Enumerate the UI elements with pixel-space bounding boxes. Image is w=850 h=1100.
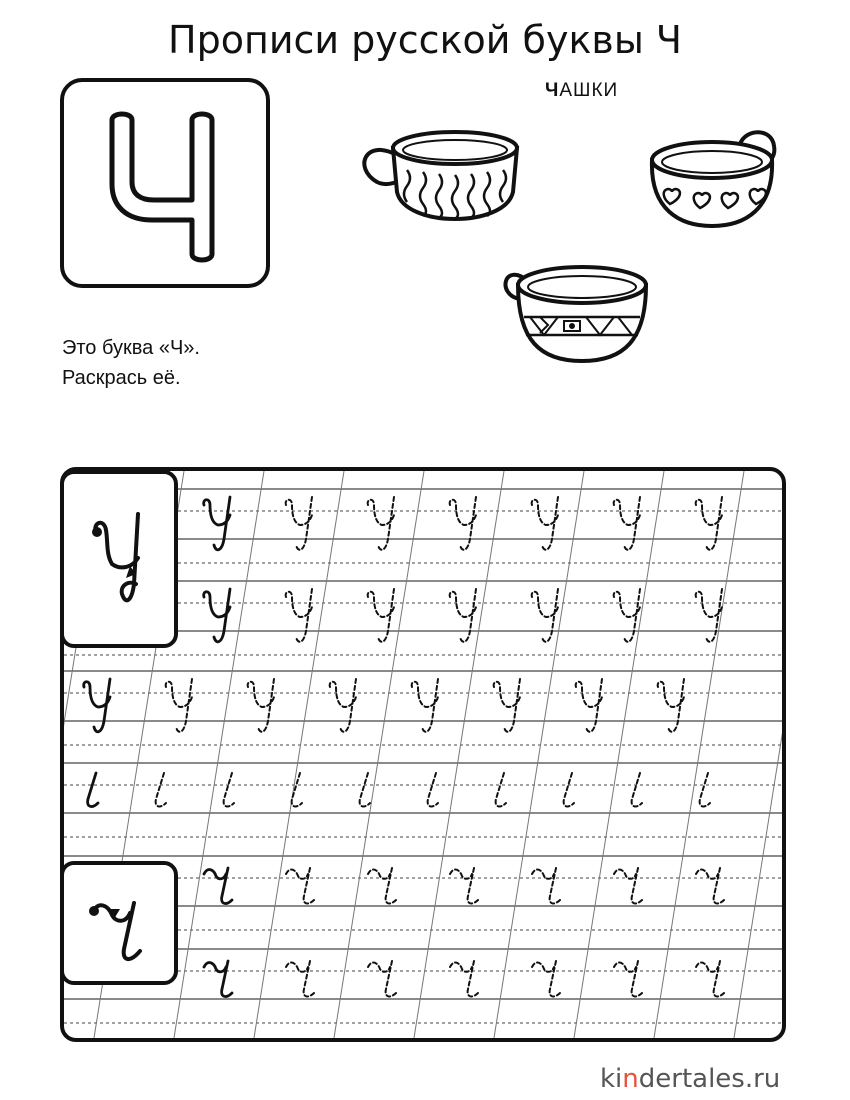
trace-glyph: [696, 497, 722, 550]
printed-letter-che-icon: [64, 82, 266, 284]
trace-glyph: [368, 961, 396, 996]
trace-glyph: [696, 961, 724, 996]
cups-caption: [545, 80, 618, 102]
trace-glyph: [700, 773, 710, 806]
trace-glyph: [286, 961, 314, 996]
trace-glyph: [156, 773, 166, 806]
footer-part-3: dertales.ru: [638, 1064, 781, 1094]
trace-glyph: [360, 773, 370, 806]
cups-caption-rest: АШКИ: [559, 80, 619, 101]
trace-glyph: [368, 497, 394, 550]
slant-guide-line: [734, 471, 782, 1038]
cursive-lowercase-che-icon: [64, 865, 174, 981]
slant-guide-line: [494, 471, 584, 1038]
trace-glyph: [450, 868, 478, 903]
trace-glyph: [428, 773, 438, 806]
trace-glyph: [204, 589, 230, 642]
trace-glyph: [248, 679, 274, 732]
instructions: [62, 333, 200, 393]
trace-glyph: [532, 497, 558, 550]
slant-guide-line: [254, 471, 344, 1038]
page-title: Прописи русской буквы Ч: [168, 18, 682, 62]
trace-glyph: [204, 868, 232, 903]
sample-lowercase-box: [60, 861, 178, 985]
cup-pattern-icon: [500, 255, 660, 370]
slant-guide-line: [334, 471, 424, 1038]
trace-glyph: [88, 773, 98, 806]
slant-guide-line: [414, 471, 504, 1038]
trace-glyph: [166, 679, 192, 732]
trace-glyph: [576, 679, 602, 732]
slant-guide-line: [654, 471, 744, 1038]
trace-glyph: [494, 679, 520, 732]
trace-glyph: [614, 497, 640, 550]
trace-glyph: [84, 679, 110, 732]
trace-glyph: [224, 773, 234, 806]
cups-caption-initial: Ч: [545, 80, 560, 101]
trace-glyph: [532, 961, 560, 996]
trace-glyph: [450, 961, 478, 996]
trace-glyph: [204, 497, 230, 550]
sample-uppercase-box: [60, 470, 178, 648]
slant-guide-line: [574, 471, 664, 1038]
trace-glyph: [496, 773, 506, 806]
trace-glyph: [632, 773, 642, 806]
site-footer: [600, 1064, 780, 1094]
instructions-line-1: Это буква «Ч».: [62, 337, 200, 359]
footer-part-2: n: [622, 1064, 639, 1094]
trace-glyph: [368, 589, 394, 642]
slant-guide-line: [174, 471, 264, 1038]
trace-glyph: [532, 589, 558, 642]
cursive-uppercase-che-icon: [64, 474, 174, 644]
cup-wavy-icon: [355, 120, 525, 240]
trace-glyph: [614, 961, 642, 996]
trace-glyph: [614, 868, 642, 903]
trace-glyph: [286, 589, 312, 642]
trace-glyph: [696, 868, 724, 903]
trace-glyph: [286, 497, 312, 550]
trace-glyph: [450, 497, 476, 550]
trace-glyph: [412, 679, 438, 732]
trace-glyph: [286, 868, 314, 903]
footer-part-1: ki: [600, 1064, 623, 1094]
trace-glyph: [450, 589, 476, 642]
trace-glyph: [532, 868, 560, 903]
instructions-line-2: Раскрась её.: [62, 367, 181, 389]
trace-glyph: [658, 679, 684, 732]
trace-glyph: [204, 961, 232, 996]
printed-letter-box: [60, 78, 270, 288]
trace-glyph: [614, 589, 640, 642]
trace-glyph: [368, 868, 396, 903]
cup-hearts-icon: [640, 122, 790, 242]
trace-glyph: [330, 679, 356, 732]
trace-glyph: [564, 773, 574, 806]
